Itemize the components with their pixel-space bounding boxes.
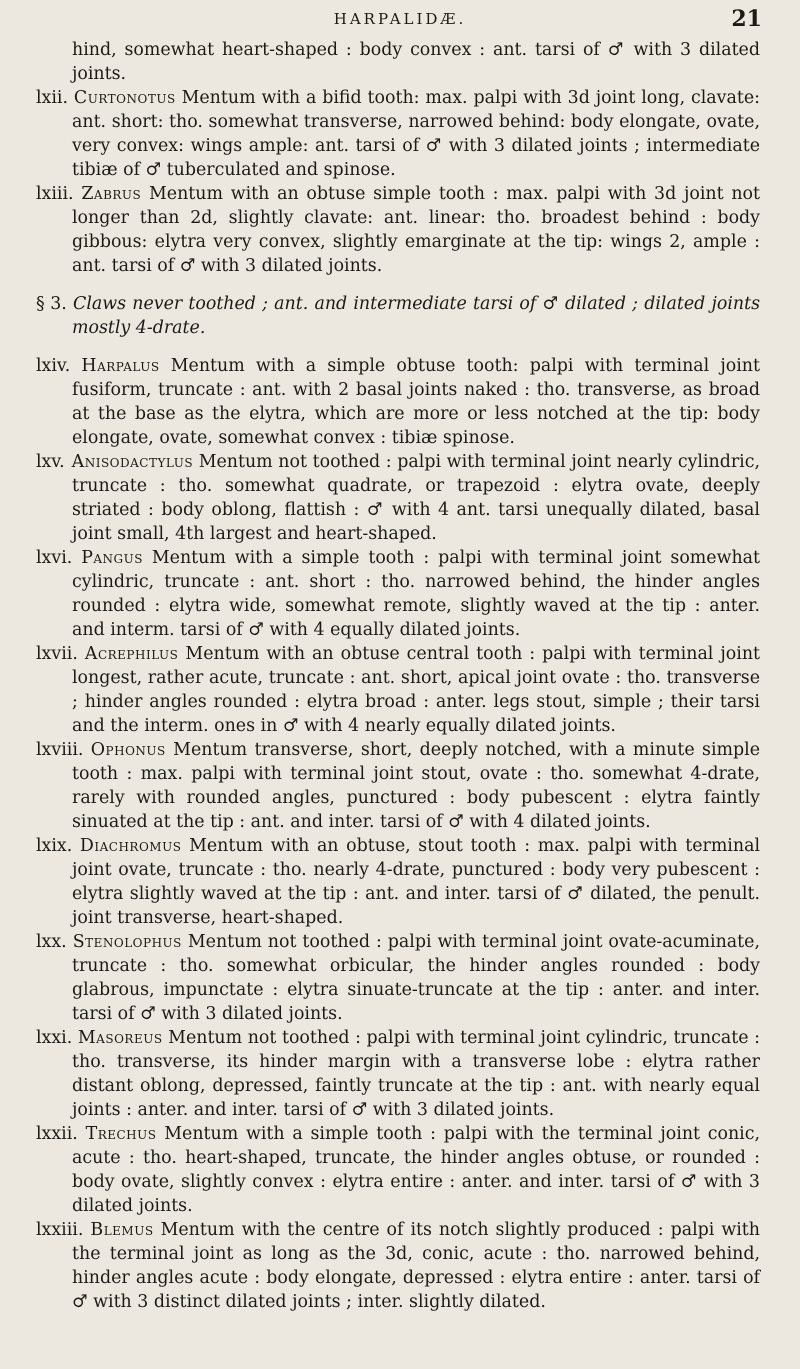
entry-text: Mentum not toothed : palpi with terminal joint ovate-acuminate, truncate : tho. somewhat orbicular, the hinder angles rounded : body glabrous, impunctate : elytra sinuate-truncate at the tip : anter. and inter. tarsi of ♂ with 3 dilated joints. — [72, 932, 760, 1024]
entry-continuation — [36, 38, 760, 86]
entry-number: lxii. — [36, 88, 69, 108]
genus-name: Pangus — [81, 548, 143, 568]
running-header — [0, 6, 800, 38]
genus-entry — [36, 86, 760, 182]
genus-name: Zabrus — [81, 184, 142, 204]
section-text: Claws never toothed ; ant. and intermediate tarsi of ♂ dilated ; dilated joints mostly 4-drate. — [72, 294, 761, 338]
section-number: § 3. — [36, 294, 67, 314]
entry-text: Mentum with an obtuse simple tooth : max. palpi with 3d joint not longer than 2d, slightly clavate: ant. linear: tho. broadest behind : body gibbous: elytra very convex, slightly emarginate at the tip: wings 2, ample : ant. tarsi of ♂ with 3 dilated joints. — [72, 184, 760, 276]
entry-number: lxvii. — [36, 644, 78, 664]
entry-text: Mentum with an obtuse central tooth : palpi with terminal joint longest, rather acute, truncate : ant. short, apical joint ovate : tho. transverse ; hinder angles rounded : elytra broad : anter. legs stout, simple ; their tarsi and the interm. ones in ♂ with 4 nearly equally dilated joints. — [72, 644, 761, 736]
entry-number: lxiv. — [36, 356, 71, 376]
genus-name: Curtonotus — [73, 88, 176, 108]
genus-name: Anisodactylus — [71, 452, 194, 472]
genus-name: Masoreus — [77, 1028, 163, 1048]
genus-name: Blemus — [90, 1220, 154, 1240]
genus-entry — [36, 182, 760, 278]
entry-text: Mentum transverse, short, deeply notched, with a minute simple tooth : max. palpi with terminal joint stout, ovate : tho. somewhat 4-drate, rarely with rounded angles, punctured : body pubescent : elytra faintly sinuated at the tip : ant. and inter. tarsi of ♂ with 4 dilated joints. — [72, 740, 760, 832]
genus-name: Trechus — [85, 1124, 157, 1144]
genus-name: Ophonus — [90, 740, 166, 760]
entry-text: Mentum with a simple tooth : palpi with terminal joint somewhat cylindric, truncate : ant. short : tho. narrowed behind, the hinder angles rounded : elytra wide, somewhat remote, slightly waved at the tip : anter. and interm. tarsi of ♂ with 4 equally dilated joints. — [72, 548, 761, 640]
entry-number: lxx. — [36, 932, 67, 952]
entry-number: lxxiii. — [36, 1220, 84, 1240]
genus-name: Diachromus — [79, 836, 182, 856]
entry-text: Mentum with a simple obtuse tooth: palpi with terminal joint fusiform, truncate : ant. with 2 basal joints naked : tho. transverse, as broad at the base as the elytra, which are more or less notched at the tip: body elongate, ovate, somewhat convex : tibiæ spinose. — [72, 356, 760, 448]
entry-text: Mentum with the centre of its notch slightly produced : palpi with the terminal joint as long as the 3d, conic, acute : tho. narrowed behind, hinder angles acute : body elongate, depressed : elytra entire : anter. tarsi of ♂ with 3 distinct dilated joints ; inter. slightly dilated. — [72, 1220, 760, 1312]
entry-text: Mentum not toothed : palpi with terminal joint cylindric, truncate : tho. transverse, its hinder margin with a transverse lobe : elytra rather distant oblong, depressed, faintly truncate at the tip : ant. with nearly equal joints : anter. and inter. tarsi of ♂ with 3 dilated joints. — [72, 1028, 760, 1120]
genus-name: Acrephilus — [84, 644, 179, 664]
entry-number: lxv. — [36, 452, 65, 472]
genus-entry — [36, 834, 760, 930]
entry-text: Mentum with an obtuse, stout tooth : max. palpi with terminal joint ovate, truncate : tho. nearly 4-drate, punctured : body very pubescent : elytra slightly waved at the tip : ant. and inter. tarsi of ♂ dilated, the penult. joint transverse, heart-shaped. — [72, 836, 761, 928]
genus-entry — [36, 642, 760, 738]
entry-text: Mentum not toothed : palpi with terminal joint nearly cylindric, truncate : tho. somewhat quadrate, or trapezoid : elytra ovate, deeply striated : body oblong, flattish : ♂ with 4 ant. tarsi unequally dilated, basal joint small, 4th largest and heart-shaped. — [72, 452, 760, 544]
genus-name: Harpalus — [81, 356, 160, 376]
entry-number: lxxii. — [36, 1124, 78, 1144]
genus-entry — [36, 1218, 760, 1314]
entry-text: Mentum with a simple tooth : palpi with the terminal joint conic, acute : tho. heart-shaped, truncate, the hinder angles obtuse, or rounded : body ovate, slightly convex : elytra entire : anter. and inter. tarsi of ♂ with 3 dilated joints. — [72, 1124, 761, 1216]
genus-entry — [36, 1026, 760, 1122]
genus-entry — [36, 930, 760, 1026]
entry-number: lxxi. — [36, 1028, 73, 1048]
page-body — [36, 38, 760, 1314]
entry-text: hind, somewhat heart-shaped : body convex : ant. tarsi of ♂ with 3 dilated joints. — [72, 40, 760, 84]
genus-entry — [36, 354, 760, 450]
genus-name: Stenolophus — [72, 932, 182, 952]
genus-entry — [36, 450, 760, 546]
running-title: HARPALIDÆ. — [333, 10, 467, 28]
section-heading — [36, 292, 760, 340]
page-number: 21 — [731, 6, 762, 32]
entry-number: lxviii. — [36, 740, 84, 760]
genus-entry — [36, 1122, 760, 1218]
genus-entry — [36, 546, 760, 642]
entry-text: Mentum with a bifid tooth: max. palpi with 3d joint long, clavate: ant. short: tho. somewhat transverse, narrowed behind: body elongate, ovate, very convex: wings ample: ant. tarsi of ♂ with 3 dilated joints ; intermediate tibiæ of ♂ tuberculated and spinose. — [72, 88, 760, 180]
entry-number: lxix. — [36, 836, 73, 856]
entry-number: lxvi. — [36, 548, 73, 568]
genus-entry — [36, 738, 760, 834]
entry-number: lxiii. — [36, 184, 74, 204]
